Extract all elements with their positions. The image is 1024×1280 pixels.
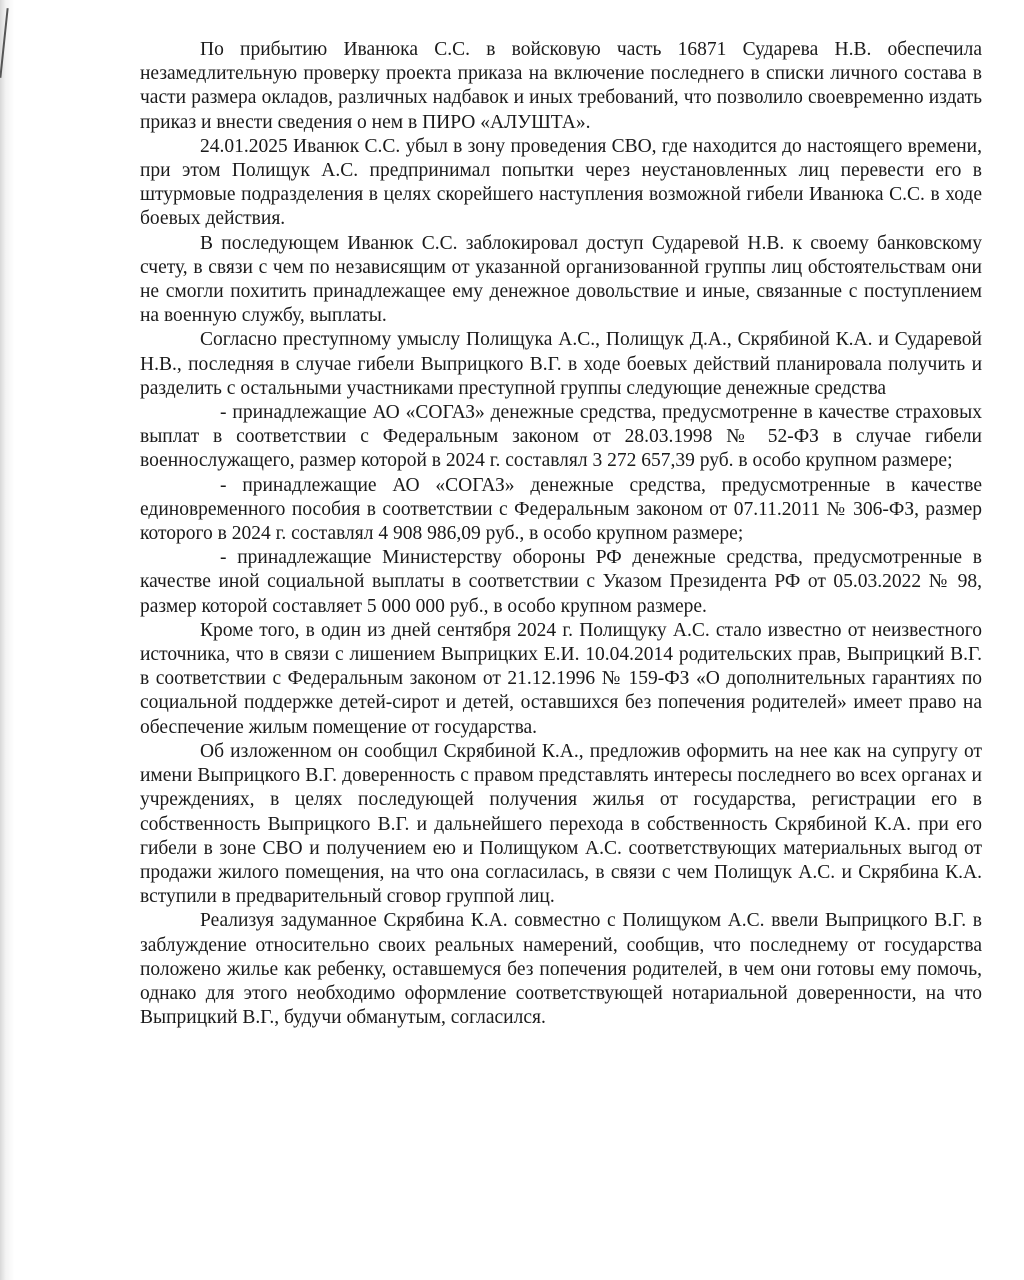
paragraph-5: Кроме того, в один из дней сентября 2024 г. Полищуку А.С. стало известно от неизвестного источника, что в связи с лишением Выприцких Е.И. 10.04.2014 родительских прав, Выприцкий В.Г. в соответствии с Федеральным законом от 21.12.1996 № 159-ФЗ «О дополнительных гарантиях по социальной поддержке детей-сирот и детей, оставшихся без попечения родителей» имеет право на обеспечение жилым помещение от государства. <box>140 619 982 738</box>
paragraph-4: Согласно преступному умыслу Полищука А.С., Полищук Д.А., Скрябиной К.А. и Сударевой Н.В., последняя в случае гибели Выприцкого В.Г. в ходе боевых действий планировала получить и разделить с остальными участниками преступной группы следующие денежные средства <box>140 329 982 399</box>
scan-left-edge <box>0 0 14 1280</box>
paragraph-6: Об изложенном он сообщил Скрябиной К.А., предложив оформить на нее как на супругу от имени Выприцкого В.Г. доверенность с правом представлять интересы последнего во всех органах и учреждениях, в целях последующей получения жилья от государства, регистрации его в собственность Выприцкого В.Г. и дальнейшего перехода в собственность Скрябиной К.А. при его гибели в зоне СВО и получением ею и Полищуком А.С. соответствующих материальных выгод от продажи жилого помещения, на что она согласилась, в связи с чем Полищук А.С. и Скрябина К.А. вступили в предварительный сговор группой лиц. <box>140 740 982 908</box>
paragraph-2: 24.01.2025 Иванюк С.С. убыл в зону проведения СВО, где находится до настоящего времени, при этом Полищук А.С. предпринимал попытки через неустановленных лиц перевести его в штурмовые подразделения в целях скорейшего наступления возможной гибели Иванюка С.С. в ходе боевых действия. <box>140 135 982 230</box>
paragraph-3: В последующем Иванюк С.С. заблокировал доступ Сударевой Н.В. к своему банковскому счету, в связи с чем по независящим от указанной организованной группы лиц обстоятельствам они не смогли похитить принадлежащее ему денежное довольствие и иные, связанные с поступлением на военную службу, выплаты. <box>140 232 982 327</box>
list-item-1: - принадлежащие АО «СОГАЗ» денежные средства, предусмотренне в качестве страховых выплат в соответствии с Федеральным законом от 28.03.1998 № 52-ФЗ в случае гибели военнослужащего, размер которой в 2024 г. составлял 3 272 657,39 руб. в особо крупном размере; <box>140 402 982 472</box>
list-item-3: - принадлежащие Министерству обороны РФ денежные средства, предусмотренные в качестве иной социальной выплаты в соответствии с Указом Президента РФ от 05.03.2022 № 98, размер которой составляет 5 000 000 руб., в особо крупном размере. <box>140 547 982 617</box>
document-page <box>140 38 982 1030</box>
paragraph-1: По прибытию Иванюка С.С. в войсковую часть 16871 Сударева Н.В. обеспечила незамедлительную проверку проекта приказа на включение последнего в списки личного состава в части размера окладов, различных надбавок и иных требований, что позволило своевременно издать приказ и внести сведения о нем в ПИРО «АЛУШТА». <box>140 39 982 133</box>
paragraph-7: Реализуя задуманное Скрябина К.А. совместно с Полищуком А.С. ввели Выприцкого В.Г. в заблуждение относительно своих реальных намерений, сообщив, что последнему от государства положено жилье как ребенку, оставшемуся без попечения родителей, в чем они готовы ему помочь, однако для этого необходимо оформление соответствующей нотариальной доверенности, на что Выприцкий В.Г., будучи обманутым, согласился. <box>140 910 982 1029</box>
list-item-2: - принадлежащие АО «СОГАЗ» денежные средства, предусмотренные в качестве единовременного пособия в соответствии с Федеральным законом от 07.11.2011 № 306-ФЗ, размер которого в 2024 г. составлял 4 908 986,09 руб., в особо крупном размере; <box>140 474 982 545</box>
